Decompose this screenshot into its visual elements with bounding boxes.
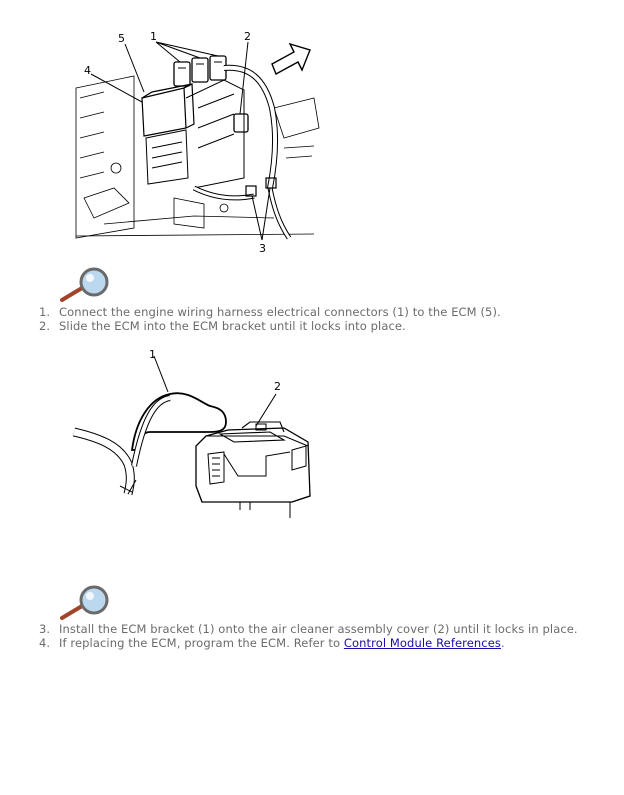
callout-2: 2 bbox=[244, 30, 251, 43]
step-item bbox=[0, 622, 578, 636]
figure-ecm-connectors bbox=[74, 28, 324, 258]
step-number: 3. bbox=[39, 622, 51, 636]
callout-5: 5 bbox=[118, 32, 125, 45]
step-number: 2. bbox=[39, 319, 51, 333]
steps-list-1 bbox=[0, 305, 501, 333]
callout-3: 3 bbox=[259, 242, 266, 255]
ecm-bracket-illustration bbox=[70, 346, 320, 526]
step-number: 4. bbox=[39, 636, 51, 650]
callout-4: 4 bbox=[84, 64, 91, 77]
step-item bbox=[0, 319, 501, 333]
step-number: 1. bbox=[39, 305, 51, 319]
step-text: If replacing the ECM, program the ECM. Refer to bbox=[59, 636, 344, 650]
figure-ecm-bracket bbox=[70, 346, 320, 526]
callout-1: 1 bbox=[149, 348, 156, 361]
callout-1: 1 bbox=[150, 30, 157, 43]
step-item bbox=[0, 305, 501, 319]
step-text: Install the ECM bracket (1) onto the air cleaner assembly cover (2) until it locks in place. bbox=[59, 622, 578, 636]
magnifier-icon[interactable] bbox=[58, 584, 112, 624]
step-item bbox=[0, 636, 578, 650]
control-module-references-link[interactable]: Control Module References bbox=[343, 636, 501, 650]
ecm-connectors-illustration bbox=[74, 28, 324, 258]
step-text-end: . bbox=[500, 636, 505, 650]
step-text: Slide the ECM into the ECM bracket until it locks into place. bbox=[59, 319, 406, 333]
step-text: Connect the engine wiring harness electrical connectors (1) to the ECM (5). bbox=[59, 305, 501, 319]
steps-list-2 bbox=[0, 622, 578, 650]
callout-2: 2 bbox=[274, 380, 281, 393]
magnifier-icon[interactable] bbox=[58, 266, 112, 306]
